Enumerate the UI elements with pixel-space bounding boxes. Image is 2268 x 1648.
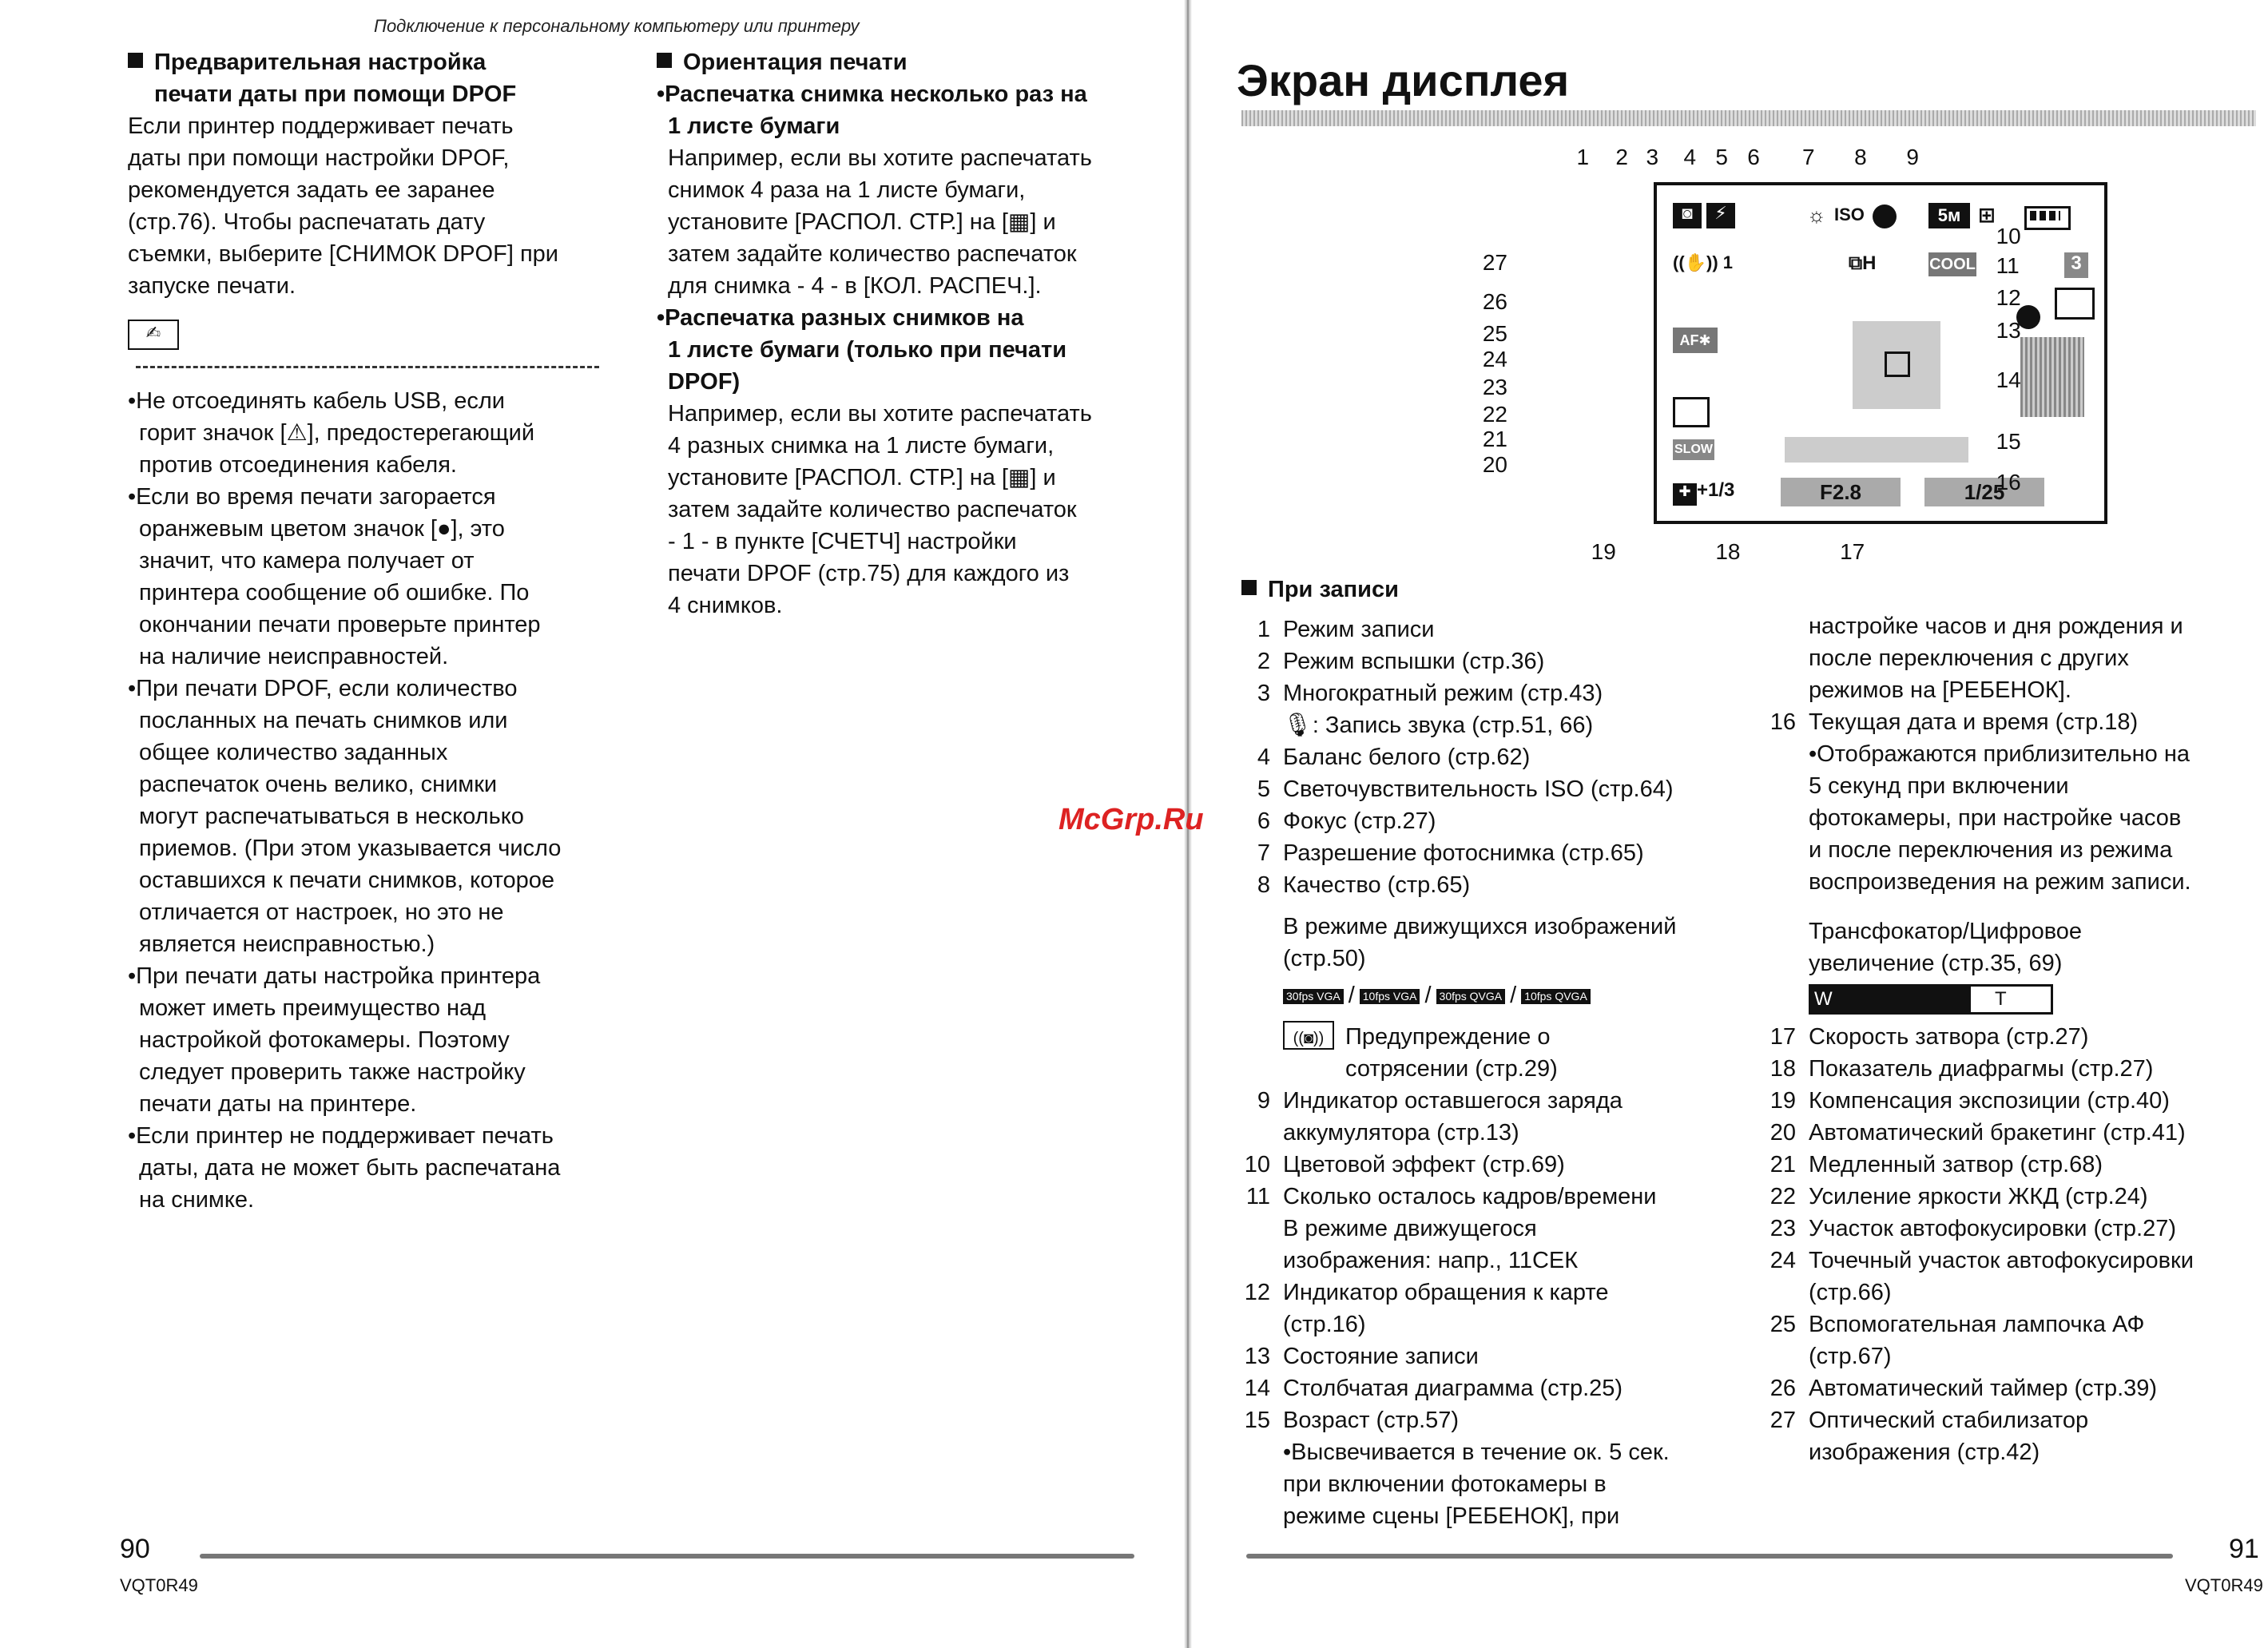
body-line: - 1 - в пункте [СЧЕТЧ] настройки: [668, 529, 1017, 554]
right-page: [1190, 0, 2268, 1648]
list-item: [1238, 1340, 1766, 1372]
item-number: 10: [1244, 1152, 1270, 1177]
callout-5: 5: [1715, 144, 1728, 169]
item-text: Столбчатая диаграмма (стр.25): [1283, 1376, 1623, 1401]
items-column-1: [1238, 614, 1766, 1532]
body-line: для снимка - 4 - в [КОЛ. РАСПЕЧ.].: [668, 273, 1042, 299]
orientation-text2: [657, 398, 1168, 621]
page-number-right: 91: [2229, 1534, 2259, 1564]
callout-10: 10: [1996, 224, 2021, 249]
slow-shutter-label: SLOW: [1673, 439, 1714, 460]
item-number: 19: [1770, 1088, 1796, 1114]
body-line: Например, если вы хотите распечатать: [668, 145, 1092, 171]
bullet-line: •Отображаются приблизительно на: [1809, 741, 2190, 767]
item-number: 1: [1257, 617, 1270, 642]
list-item: [1238, 1372, 1766, 1404]
callout-18: 18: [1715, 538, 1741, 564]
item16-bullet: [1764, 738, 2259, 898]
item-16: 16 Текущая дата и время (стр.18): [1770, 709, 2139, 735]
quality-label: 5м: [1928, 203, 1970, 228]
shake-note-line: Предупреждение о: [1345, 1024, 1551, 1050]
item-number: 8: [1257, 872, 1270, 898]
stabilizer-label: ((✋)) 1: [1673, 252, 1734, 272]
item-text: Показатель диафрагмы (стр.27): [1809, 1056, 2154, 1082]
item-number: 4: [1257, 745, 1270, 770]
continued-line: режимов на [РЕБЕНОК].: [1809, 677, 2071, 703]
text-line: запуске печати.: [128, 273, 296, 299]
shake-note-line: сотрясении (стр.29): [1345, 1056, 1558, 1082]
item-text: Оптический стабилизатор изображения (стр.42): [1809, 1408, 2089, 1466]
bullet-line: •При печати даты настройка принтера: [128, 963, 541, 990]
item-number: 27: [1770, 1408, 1796, 1434]
item-number: 24: [1770, 1248, 1796, 1274]
page-code-right: VQT0R49: [2185, 1575, 2263, 1595]
text-line: рекомендуется задать ее заранее: [128, 177, 495, 203]
list-item: [1238, 1085, 1766, 1149]
item-number: 2: [1257, 649, 1270, 674]
bullet-line: при включении фотокамеры в: [1283, 1471, 1607, 1497]
list-item: [1238, 614, 1766, 645]
footer-rule-right: [1246, 1554, 2173, 1559]
callout-17: 17: [1840, 538, 1865, 564]
item-number: 23: [1770, 1216, 1796, 1242]
dpof-text: [128, 110, 639, 302]
iso-label: ISO: [1834, 205, 1865, 224]
bullet-line: на снимке.: [139, 1187, 255, 1213]
page-number-left: 90: [120, 1534, 150, 1564]
item-text: Индикатор обращения к карте (стр.16): [1283, 1280, 1609, 1337]
zoom-note: [1764, 915, 2259, 979]
spot-af-box: [1885, 351, 1910, 377]
callout-4: 4: [1683, 144, 1697, 169]
list-item: [1764, 1053, 2259, 1085]
callout-9: 9: [1906, 144, 1919, 169]
item-text: Сколько осталось кадров/времени В режиме движущегося изображения: напр., 11СЕК: [1283, 1184, 1657, 1273]
bullet-line: •Если принтер не поддерживает печать: [128, 1123, 554, 1150]
focus-dot-icon: [1873, 205, 1897, 228]
camera-icon: ◙: [1673, 203, 1702, 228]
list-item: [1764, 1372, 2259, 1404]
body-line: затем задайте количество распечаток: [668, 497, 1077, 522]
bullet-line: настройкой фотокамеры. Поэтому: [139, 1027, 510, 1054]
movie-note-line: (стр.50): [1283, 946, 1366, 971]
item-text: 🎙: Запись звука (стр.51, 66): [1283, 713, 1594, 738]
fps-badge: 10fps VGA: [1360, 989, 1420, 1004]
callout-24: 24: [1482, 347, 1507, 372]
body-line: Например, если вы хотите распечатать: [668, 401, 1092, 427]
bullet-line: против отсоединения кабеля.: [139, 452, 457, 479]
item-text: Точечный участок автофокусировки (стр.66): [1809, 1248, 2194, 1306]
list-item: [1764, 1117, 2259, 1149]
item-number: 15: [1244, 1408, 1270, 1433]
item-number: 17: [1770, 1024, 1796, 1050]
movie-note: [1238, 911, 1766, 975]
item15-continued: [1764, 610, 2259, 706]
zoom-note-line: увеличение (стр.35, 69): [1809, 951, 2063, 976]
item-number: 25: [1770, 1312, 1796, 1338]
shake-icon: ((◙)): [1283, 1021, 1334, 1050]
item-number: 21: [1770, 1152, 1796, 1178]
item-text: Разрешение фотоснимка (стр.65): [1283, 840, 1644, 866]
subheading-line: •Распечатка снимка несколько раз на: [657, 81, 1087, 107]
quality-icon: ⊞: [1978, 203, 1996, 227]
list-item: [1238, 677, 1766, 709]
shake-warning: [1238, 1021, 1766, 1085]
callout-3: 3: [1646, 144, 1659, 169]
dpof-heading: Предварительная настройка: [128, 46, 639, 78]
item-number: 12: [1244, 1280, 1270, 1305]
item-number: 5: [1257, 776, 1270, 802]
flash-icon: ⚡: [1706, 203, 1735, 228]
age-display: [1785, 437, 1968, 463]
list-item: [1764, 1308, 2259, 1372]
callout-8: 8: [1854, 144, 1867, 169]
list-item: [1238, 741, 1766, 773]
bullet-line: 5 секунд при включении: [1809, 773, 2069, 799]
item-text: Индикатор оставшегося заряда аккумулятора (стр.13): [1283, 1088, 1623, 1146]
item-number: 6: [1257, 808, 1270, 834]
left-column-2: [657, 46, 1168, 621]
items-column-2: [1764, 610, 2259, 1468]
bullet-line: может иметь преимущество над: [139, 995, 487, 1022]
title-rule: [1241, 110, 2256, 126]
body-line: установите [РАСПОЛ. СТР.] на [▦] и: [668, 209, 1056, 235]
callout-22: 22: [1482, 402, 1507, 427]
callout-14: 14: [1996, 367, 2021, 392]
card-access-icon: [2055, 288, 2095, 320]
list-item: [1764, 1085, 2259, 1117]
exposure-comp: ✚ +1/3: [1673, 479, 1734, 506]
bullet-line: посланных на печать снимков или: [139, 708, 508, 734]
list-item: [1764, 1021, 2259, 1053]
callout-15: 15: [1996, 429, 2021, 455]
item-text: Компенсация экспозиции (стр.40): [1809, 1088, 2170, 1114]
bullet-line: оставшихся к печати снимков, которое: [139, 868, 555, 894]
text-line: съемки, выберите [СНИМОК DPOF] при: [128, 241, 558, 267]
item-text: Участок автофокусировки (стр.27): [1809, 1216, 2176, 1242]
bullet-line: является неисправностью.): [139, 931, 435, 958]
body-line: 4 снимков.: [668, 593, 783, 618]
orientation-text1: [657, 142, 1168, 302]
bullet-line: принтера сообщение об ошибке. По: [139, 580, 530, 606]
list-item: [1764, 1149, 2259, 1181]
list-item: [1764, 1181, 2259, 1213]
text-line: (стр.76). Чтобы распечатать дату: [128, 209, 486, 235]
bullet-line: общее количество заданных: [139, 740, 448, 766]
item-text: Многократный режим (стр.43): [1283, 681, 1603, 706]
zoom-note-line: Трансфокатор/Цифровое: [1809, 919, 2083, 944]
list-item: [1764, 1245, 2259, 1308]
aperture-value: F2.8: [1781, 478, 1901, 506]
item-number: 11: [1245, 1184, 1270, 1209]
list-item: [1764, 1213, 2259, 1245]
zoom-bar: W T: [1764, 983, 2259, 1015]
item-number: 18: [1770, 1056, 1796, 1082]
note-icon: ✍: [128, 320, 179, 350]
note-divider: [128, 318, 639, 382]
item-number: 13: [1244, 1344, 1270, 1369]
orientation-heading: Ориентация печати: [657, 46, 1168, 78]
item-text: Фокус (стр.27): [1283, 808, 1436, 834]
item-text: Возраст (стр.57): [1283, 1408, 1460, 1433]
item-text: Усиление яркости ЖКД (стр.24): [1809, 1184, 2148, 1210]
item-number: 7: [1257, 840, 1270, 866]
callout-1: 1: [1576, 144, 1590, 169]
orientation-sub1: [657, 78, 1168, 142]
callout-12: 12: [1996, 284, 2021, 310]
callout-19: 19: [1591, 538, 1616, 564]
item-text: Качество (стр.65): [1283, 872, 1471, 898]
lcd-screen: [1654, 182, 2107, 524]
item-text: Вспомогательная лампочка АФ (стр.67): [1809, 1312, 2145, 1370]
body-line: установите [РАСПОЛ. СТР.] на [▦] и: [668, 465, 1056, 490]
sun-icon: ☼: [1807, 203, 1826, 227]
item-number: 3: [1257, 681, 1270, 706]
callout-26: 26: [1482, 288, 1507, 314]
bullet-line: могут распечатываться в несколько: [139, 804, 524, 830]
bullet-line: •Не отсоединять кабель USB, если: [128, 388, 505, 415]
bullet-line: •Высвечивается в течение ок. 5 сек.: [1283, 1440, 1670, 1465]
dpof-heading-line2: печати даты при помощи DPOF: [154, 81, 517, 107]
item-number: 9: [1257, 1088, 1270, 1114]
burst-icon: ⧉H: [1849, 252, 1877, 274]
list-item: [1238, 1404, 1766, 1436]
bullet-line: горит значок [⚠], предостерегающий: [139, 420, 535, 447]
callout-23: 23: [1482, 374, 1507, 399]
running-head: Подключение к персональному компьютеру или принтеру: [374, 16, 860, 36]
list-item: [1238, 869, 1766, 901]
section-heading: При записи: [1241, 577, 1399, 603]
item-text: Цветовой эффект (стр.69): [1283, 1152, 1565, 1177]
battery-icon: [2024, 206, 2071, 230]
subheading-line: 1 листе бумаги (только при печати: [668, 337, 1067, 363]
item-text: Автоматический бракетинг (стр.41): [1809, 1120, 2186, 1146]
bullet-line: значит, что камера получает от: [139, 548, 475, 574]
bullet-line: распечаток очень велико, снимки: [139, 772, 498, 798]
watermark: McGrp.Ru: [1059, 803, 1204, 836]
bullet-line: •Если во время печати загорается: [128, 484, 496, 510]
shutter-value: 1/25: [1924, 478, 2044, 506]
item-text: Автоматический таймер (стр.39): [1809, 1376, 2158, 1402]
text-line: Если принтер поддерживает печать: [128, 113, 514, 139]
af-assist-label: AF✱: [1673, 328, 1718, 353]
bullet-line: оранжевым цветом значок [●], это: [139, 516, 505, 542]
item-number: 26: [1770, 1376, 1796, 1402]
bullet-line: на наличие неисправностей.: [139, 644, 449, 670]
bullet-line: отличается от настроек, но это не: [139, 899, 504, 926]
bullet-line: и после переключения из режима: [1809, 837, 2173, 863]
item-text: Режим вспышки (стр.36): [1283, 649, 1545, 674]
list-item: [1238, 1149, 1766, 1181]
fps-badge: 30fps VGA: [1283, 989, 1344, 1004]
callout-16: 16: [1996, 470, 2021, 495]
item-number: 14: [1244, 1376, 1270, 1401]
callout-2: 2: [1615, 144, 1628, 169]
body-line: снимок 4 раза на 1 листе бумаги,: [668, 177, 1026, 203]
item-text: Состояние записи: [1283, 1344, 1479, 1369]
body-line: 4 разных снимка на 1 листе бумаги,: [668, 433, 1055, 459]
movie-note-line: В режиме движущихся изображений: [1283, 914, 1677, 939]
bullet-line: следует проверить также настройку: [139, 1059, 526, 1086]
item-text: Режим записи: [1283, 617, 1435, 642]
bullet-line: режиме сцены [РЕБЕНОК], при: [1283, 1503, 1620, 1529]
list-item: [1238, 805, 1766, 837]
left-column-1: [128, 46, 639, 1216]
lcd-brightness-icon: [1673, 397, 1710, 427]
continued-line: после переключения с других: [1809, 645, 2129, 671]
bullet-line: окончании печати проверьте принтер: [139, 612, 541, 638]
note-bullets: [128, 385, 639, 1216]
list-item: [1238, 1181, 1766, 1277]
callout-13: 13: [1996, 318, 2021, 343]
callout-6: 6: [1747, 144, 1760, 169]
cool-label: COOL: [1928, 252, 1976, 276]
callout-27: 27: [1482, 250, 1507, 276]
list-item: [1238, 645, 1766, 677]
body-line: печати DPOF (стр.75) для каждого из: [668, 561, 1070, 586]
bullet-line: приемов. (При этом указывается число: [139, 836, 562, 862]
list-item: [1238, 1277, 1766, 1340]
item-number: 22: [1770, 1184, 1796, 1210]
footer-rule-left: [200, 1554, 1134, 1559]
subheading-line: 1 листе бумаги: [668, 113, 840, 139]
callout-7: 7: [1801, 144, 1815, 169]
fps-badge: 30fps QVGA: [1436, 989, 1506, 1004]
subheading-line: •Распечатка разных снимков на: [657, 305, 1024, 331]
callout-20: 20: [1482, 452, 1507, 478]
page-title: Экран дисплея: [1237, 55, 1570, 105]
fps-badge: 10fps QVGA: [1521, 989, 1591, 1004]
callout-11: 11: [1996, 252, 2020, 278]
text-line: даты при помощи настройки DPOF,: [128, 145, 510, 171]
bullet-line: •При печати DPOF, если количество: [128, 676, 518, 702]
bullet-line: даты, дата не может быть распечатана: [139, 1155, 561, 1181]
frames-left: 3: [2064, 252, 2088, 278]
item-text: Светочувствительность ISO (стр.64): [1283, 776, 1674, 802]
body-line: затем задайте количество распечаток: [668, 241, 1077, 267]
page-code-left: VQT0R49: [120, 1575, 198, 1595]
list-item: [1238, 773, 1766, 805]
bullet-line: воспроизведения на режим записи.: [1809, 869, 2191, 895]
item-text: Скорость затвора (стр.27): [1809, 1024, 2089, 1050]
list-item: [1238, 837, 1766, 869]
histogram: [2020, 337, 2084, 417]
orientation-sub2: [657, 302, 1168, 398]
list-item: [1764, 1404, 2259, 1468]
continued-line: настройке часов и дня рождения и: [1809, 614, 2183, 639]
item15-bullet: [1238, 1436, 1766, 1532]
callout-21: 21: [1482, 426, 1507, 451]
subheading-line: DPOF): [668, 369, 741, 395]
item-text: Баланс белого (стр.62): [1283, 745, 1531, 770]
bullet-line: фотокамеры, при настройке часов: [1809, 805, 2182, 831]
item-number: 20: [1770, 1120, 1796, 1146]
fps-badges: 30fps VGA / 10fps VGA / 30fps QVGA / 10fps QVGA: [1238, 979, 1766, 1011]
bullet-line: печати даты на принтере.: [139, 1091, 417, 1118]
item-number: [1238, 709, 1270, 741]
callout-25: 25: [1482, 320, 1507, 346]
list-item: [1238, 709, 1766, 741]
item-text: Медленный затвор (стр.68): [1809, 1152, 2103, 1178]
